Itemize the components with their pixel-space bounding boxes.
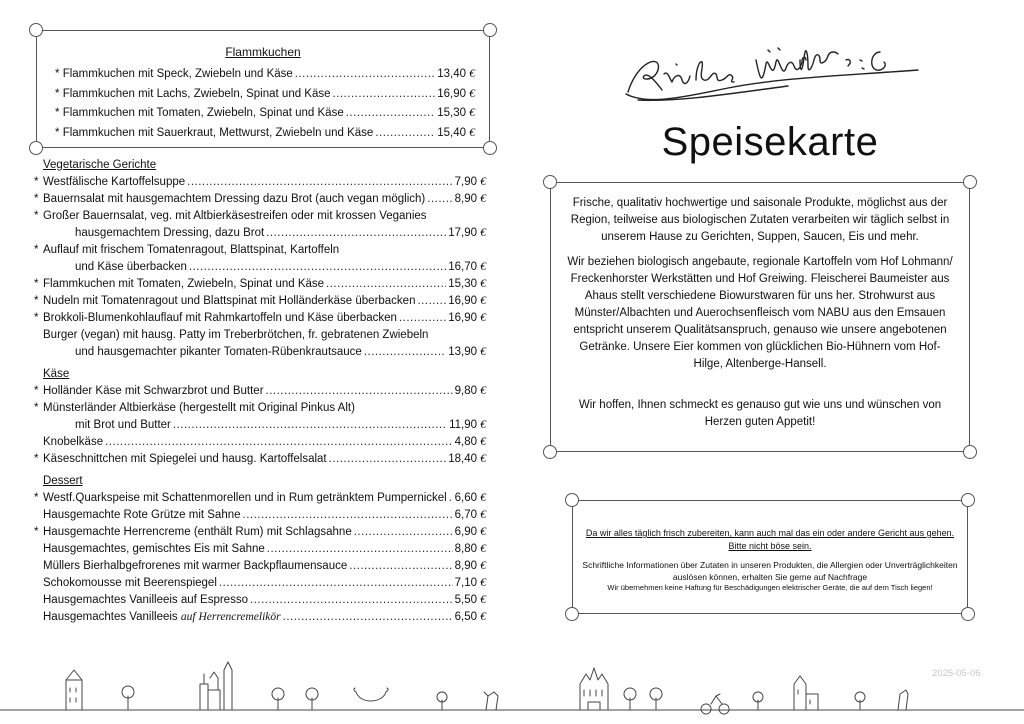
item-name-continued: und hausgemachter pikanter Tomaten-Rübenkrautsauce (75, 346, 362, 358)
item-price (455, 541, 486, 558)
tree-icon (306, 688, 318, 710)
price-value: 7,90 (454, 176, 478, 188)
description-paragraph-1: Frische, qualitativ hochwertige und saisonale Produkte, möglichst aus der Region, teilweise aus biologischen Zutaten verarbeiten wir täglich selbst in unserem Hause zu Gerichten, Suppen, Saucen, Eis und mehr. (570, 197, 950, 243)
price-value: 13,40 (437, 68, 467, 80)
description-box (550, 182, 970, 452)
item-price (449, 417, 486, 434)
price-value: 15,30 (448, 278, 478, 290)
price-value: 16,70 (448, 261, 478, 273)
item-price (455, 507, 486, 524)
price-value: 16,90 (437, 87, 467, 100)
menu-item (34, 575, 486, 592)
price-value: 8,90 (454, 560, 478, 572)
item-name: * Flammkuchen mit Speck, Zwiebeln und Käse (55, 68, 293, 80)
star-marker (34, 327, 43, 344)
currency-symbol: € (480, 453, 486, 465)
currency-symbol: € (480, 193, 486, 205)
currency-symbol: € (469, 68, 475, 80)
item-price (455, 174, 486, 191)
flammkuchen-box (36, 30, 490, 148)
star-marker: * (34, 453, 39, 465)
star-marker (34, 592, 43, 609)
notice-allergy: Schriftliche Informationen über Zutaten in unseren Produkten, die Allergien oder Unverträglichkeiten auslösen können, erhalten Sie gerne auf Nachfrage (582, 560, 958, 582)
left-menu-column (34, 156, 486, 626)
price-value: 8,90 (454, 193, 478, 205)
star-marker (34, 609, 43, 626)
price-value: 13,90 (448, 346, 478, 358)
item-name-continued: hausgemachtem Dressing, dazu Brot (75, 227, 265, 239)
star-marker (34, 558, 43, 575)
tower-icon (794, 676, 818, 710)
currency-symbol: € (469, 87, 475, 100)
currency-symbol: € (480, 419, 486, 431)
menu-item (34, 558, 486, 575)
currency-symbol: € (480, 492, 486, 504)
currency-symbol: € (480, 543, 486, 555)
menu-item (34, 310, 486, 327)
price-value: 18,40 (448, 453, 478, 465)
vegetarisch-list (34, 174, 486, 361)
notice-fresh: Da wir alles täglich frisch zubereiten, kann auch mal das ein oder andere Gericht aus gehen. Bitte nicht böse sein. (585, 528, 955, 551)
currency-symbol: € (480, 261, 486, 273)
price-value: 16,90 (448, 295, 478, 307)
currency-symbol: € (480, 295, 486, 307)
menu-item (55, 85, 475, 105)
menu-item (34, 276, 486, 293)
currency-symbol: € (480, 278, 486, 290)
item-name: Burger (vegan) mit hausg. Patty im Treberbrötchen, fr. gebratenen Zwiebeln (43, 329, 429, 341)
menu-item (34, 592, 486, 609)
star-marker (34, 541, 43, 558)
church-icon (200, 662, 232, 710)
menu-item (34, 507, 486, 524)
flammkuchen-list (55, 65, 475, 143)
item-name: Hausgemachte Rote Grütze mit Sahne (43, 509, 241, 521)
menu-item (34, 609, 486, 626)
sausage-icon (354, 688, 388, 701)
item-price (455, 575, 486, 592)
star-marker: * (34, 193, 39, 205)
item-name-continued: und Käse überbacken (75, 261, 187, 273)
item-price (448, 293, 486, 310)
item-price (455, 524, 486, 541)
currency-symbol: € (480, 385, 486, 397)
star-marker: * (34, 176, 39, 188)
description-paragraph-2: Wir beziehen biologisch angebaute, regionale Kartoffeln vom Hof Lohmann/ Freckenhorster Werkstätten und Hof Greiwing. Fleischerei Baumeister aus Ahaus stellt verschiedene Biowurstwaren für uns her. Strohwurst aus Münster/Albachten und Auerochsenfleisch vom NABU aus den Emsauen entspricht unserem Qualitätsanspruch, genauso wie unsere angebotenen Getränke. Unsere Eier kommen von glücklichen Bio-Hühnern vom Hof-Hilge, Altenberge-Hansell. (567, 256, 953, 370)
item-price (455, 490, 486, 507)
menu-item (34, 400, 486, 434)
item-name: Knobelkäse (43, 436, 104, 448)
star-marker: * (34, 402, 39, 414)
menu-item (34, 383, 486, 400)
item-price (448, 276, 486, 293)
currency-symbol: € (469, 126, 475, 139)
item-price (455, 558, 486, 575)
item-name: Bauernsalat mit hausgemachtem Dressing dazu Brot (auch vegan möglich) (43, 193, 426, 205)
item-name: Hausgemachtes, gemischtes Eis mit Sahne (43, 543, 265, 555)
item-price (455, 191, 486, 208)
menu-item (34, 208, 486, 242)
pinkus-mueller-signature (618, 30, 930, 116)
town-hall-icon (580, 668, 608, 710)
item-price (448, 344, 486, 361)
item-price (448, 259, 486, 276)
notice-liability: Wir übernehmen keine Haftung für Beschädigungen elektrischer Geräte, die auf dem Tisch liegen! (607, 583, 933, 592)
item-name: Flammkuchen mit Tomaten, Zwiebeln, Spinat und Käse (43, 278, 325, 290)
star-marker: * (34, 312, 39, 324)
kaese-title: Käse (43, 368, 70, 380)
star-marker: * (34, 278, 39, 290)
city-skyline-illustration (0, 650, 1024, 724)
item-name-continued: mit Brot und Butter (75, 419, 171, 431)
item-name: Münsterländer Altbierkäse (hergestellt mit Original Pinkus Alt) (43, 402, 355, 414)
item-price (437, 124, 475, 144)
price-value: 8,80 (454, 543, 478, 555)
item-name: Hausgemachtes Vanilleeis auf Espresso (43, 594, 248, 606)
dessert-title: Dessert (43, 475, 83, 487)
tree-icon (855, 692, 865, 710)
currency-symbol: € (480, 312, 486, 324)
page-title: Speisekarte (661, 120, 879, 164)
item-suffix: auf Herrencremelikör (180, 611, 281, 623)
menu-item (55, 65, 475, 85)
item-name: Auflauf mit frischem Tomatenragout, Blattspinat, Kartoffeln (43, 244, 340, 256)
item-name: Nudeln mit Tomatenragout und Blattspinat mit Holländerkäse überbacken (43, 295, 416, 307)
price-value: 6,50 (454, 611, 478, 623)
item-name: Käseschnittchen mit Spiegelei und hausg. Kartoffelsalat (43, 453, 327, 465)
price-value: 6,70 (454, 509, 478, 521)
item-name: * Flammkuchen mit Lachs, Zwiebeln, Spinat und Käse (55, 87, 331, 100)
star-marker (34, 507, 43, 524)
price-value: 16,90 (448, 312, 478, 324)
currency-symbol: € (480, 227, 486, 239)
menu-item (55, 104, 475, 124)
menu-item (34, 541, 486, 558)
horse-icon (898, 690, 908, 710)
star-marker (34, 434, 43, 451)
tree-icon (272, 688, 284, 710)
vegetarisch-title: Vegetarische Gerichte (43, 159, 157, 171)
price-value: 11,90 (449, 419, 478, 431)
price-value: 9,80 (454, 385, 478, 397)
menu-item (34, 174, 486, 191)
item-name: Westfälische Kartoffelsuppe (43, 176, 186, 188)
menu-item (34, 434, 486, 451)
item-price (448, 451, 486, 468)
item-name: Westf.Quarkspeise mit Schattenmorellen und in Rum getränktem Pumpernickel (43, 492, 447, 504)
item-name: Holländer Käse mit Schwarzbrot und Butter (43, 385, 264, 397)
price-value: 7,10 (454, 577, 478, 589)
currency-symbol: € (480, 176, 486, 188)
currency-symbol: € (480, 436, 486, 448)
star-marker: * (34, 210, 39, 222)
tree-icon (624, 688, 636, 710)
price-value: 6,60 (454, 492, 478, 504)
bicycle-icon (701, 694, 729, 714)
star-marker: * (55, 87, 60, 100)
notice-box (572, 500, 968, 614)
tree-icon (437, 692, 447, 710)
dessert-list (34, 490, 486, 626)
currency-symbol: € (469, 107, 475, 119)
item-name: Hausgemachte Herrencreme (enthält Rum) mit Schlagsahne (43, 526, 352, 538)
currency-symbol: € (480, 577, 486, 589)
item-price (437, 104, 475, 124)
star-marker: * (34, 492, 39, 504)
item-price (448, 310, 486, 327)
description-paragraph-3: Wir hoffen, Ihnen schmeckt es genauso gut wie uns und wünschen von Herzen guten Appetit! (578, 399, 942, 428)
menu-item (34, 242, 486, 276)
star-marker: * (34, 244, 39, 256)
item-name: Hausgemachtes Vanilleeis auf Herrencremelikör (43, 611, 281, 623)
star-marker: * (34, 295, 39, 307)
currency-symbol: € (480, 611, 486, 623)
house-icon (66, 670, 82, 710)
item-price (455, 609, 486, 626)
currency-symbol: € (480, 509, 486, 521)
star-marker: * (55, 107, 60, 119)
menu-item (34, 451, 486, 468)
currency-symbol: € (480, 560, 486, 572)
star-marker: * (34, 526, 39, 538)
item-price (437, 85, 475, 105)
price-value: 6,90 (454, 526, 478, 538)
date-stamp: 2025-05-06 (932, 668, 981, 679)
star-marker: * (55, 68, 60, 80)
star-marker (34, 575, 43, 592)
tree-icon (753, 692, 763, 710)
price-value: 15,40 (437, 126, 467, 139)
item-name: * Flammkuchen mit Tomaten, Zwiebeln, Spinat und Käse (55, 107, 344, 119)
menu-item (55, 124, 475, 144)
item-name: * Flammkuchen mit Sauerkraut, Mettwurst, Zwiebeln und Käse (55, 126, 374, 139)
menu-item (34, 327, 486, 361)
tree-icon (650, 688, 662, 710)
price-value: 17,90 (448, 227, 478, 239)
item-name: Brokkoli-Blumenkohlauflauf mit Rahmkartoffeln und Käse überbacken (43, 312, 397, 324)
price-value: 15,30 (437, 107, 467, 119)
currency-symbol: € (480, 346, 486, 358)
tree-icon (122, 686, 134, 710)
item-name: Schokomousse mit Beerenspiegel (43, 577, 217, 589)
item-name: Großer Bauernsalat, veg. mit Altbierkäsestreifen oder mit krossen Veganies (43, 210, 427, 222)
item-price (437, 65, 475, 85)
menu-item (34, 293, 486, 310)
item-price (455, 592, 486, 609)
animal-icon (484, 692, 498, 710)
star-marker: * (55, 126, 60, 139)
currency-symbol: € (480, 526, 486, 538)
menu-item (34, 191, 486, 208)
item-name: Müllers Bierhalbgefrorenes mit warmer Backpflaumensauce (43, 560, 348, 572)
star-marker: * (34, 385, 39, 397)
menu-item (34, 490, 486, 507)
item-price (448, 225, 486, 242)
flammkuchen-title: Flammkuchen (225, 45, 301, 59)
item-price (455, 434, 486, 451)
price-value: 4,80 (454, 436, 478, 448)
item-price (455, 383, 486, 400)
currency-symbol: € (480, 594, 486, 606)
menu-item (34, 524, 486, 541)
kaese-list (34, 383, 486, 468)
price-value: 5,50 (454, 594, 478, 606)
